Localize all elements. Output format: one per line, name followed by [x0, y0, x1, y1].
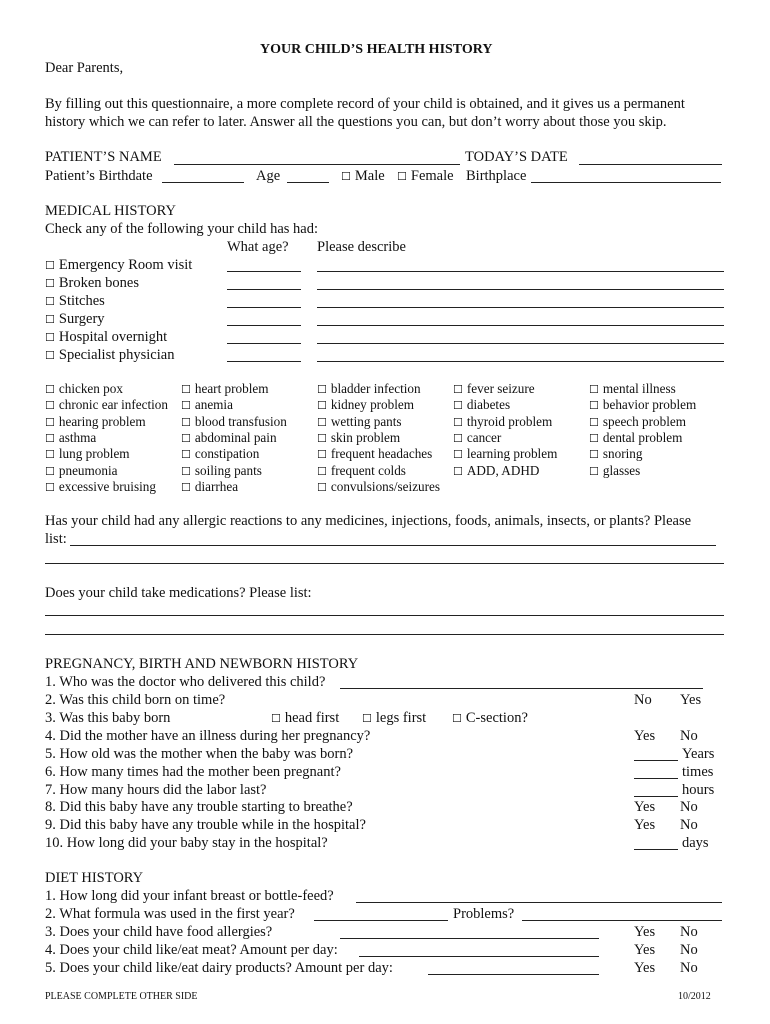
- checkbox[interactable]: ☐: [589, 431, 599, 445]
- footer-note: PLEASE COMPLETE OTHER SIDE: [45, 991, 198, 1002]
- condition-item[interactable]: [589, 447, 642, 460]
- checkbox[interactable]: ☐: [45, 295, 55, 308]
- pregnancy-q6: 6. How many times had the mother been pregnant?: [45, 764, 341, 780]
- checkbox[interactable]: ☐: [317, 399, 327, 413]
- condition-label: blood transfusion: [194, 413, 287, 429]
- condition-item[interactable]: [45, 398, 168, 411]
- birthdate-field[interactable]: [162, 182, 244, 183]
- head-first-option[interactable]: ☐ head first: [271, 710, 340, 726]
- medications-question: Does your child take medications? Please list:: [45, 585, 312, 601]
- condition-label: chicken pox: [58, 381, 123, 396]
- condition-label: hearing problem: [58, 413, 146, 429]
- checkbox[interactable]: ☐: [45, 480, 55, 494]
- feeding-duration-field[interactable]: [356, 902, 722, 903]
- labor-hours-field[interactable]: [634, 796, 678, 797]
- describe-field[interactable]: [317, 361, 724, 362]
- condition-item[interactable]: [317, 447, 432, 460]
- checkbox[interactable]: ☐: [181, 399, 191, 413]
- allergy-question: Has your child had any allergic reactions to any medicines, injections, foods, animals, insects, or plants? Please: [45, 513, 692, 529]
- q9-no-option[interactable]: No: [680, 817, 698, 833]
- q8-no-option[interactable]: No: [680, 799, 698, 815]
- birthplace-field[interactable]: [531, 182, 721, 183]
- todays-date-label: TODAY’S DATE: [465, 149, 568, 165]
- pregnancy-q8: 8. Did this baby have any trouble starting to breathe?: [45, 799, 353, 815]
- dairy-amount-field[interactable]: [428, 974, 599, 975]
- condition-item[interactable]: [589, 398, 696, 411]
- condition-label: diabetes: [466, 397, 511, 413]
- age-field[interactable]: [287, 182, 329, 183]
- condition-item[interactable]: [45, 382, 123, 395]
- condition-item[interactable]: [45, 464, 117, 477]
- patient-name-field[interactable]: [174, 164, 460, 165]
- condition-label: pneumonia: [58, 462, 118, 478]
- condition-label: kidney problem: [330, 397, 415, 413]
- pregnancy-q7: 7. How many hours did the labor last?: [45, 782, 267, 798]
- describe-field[interactable]: [317, 271, 724, 272]
- q3-yes-option[interactable]: Yes: [634, 924, 656, 940]
- condition-item[interactable]: [453, 415, 552, 428]
- medical-item[interactable]: ☐ Emergency Room visit: [45, 257, 193, 273]
- checkbox[interactable]: ☐: [453, 464, 463, 478]
- checkbox[interactable]: ☐: [452, 712, 462, 725]
- checkbox[interactable]: ☐: [317, 415, 327, 429]
- condition-label: soiling pants: [194, 462, 262, 478]
- todays-date-field[interactable]: [579, 164, 722, 165]
- q4-no-option[interactable]: No: [680, 728, 698, 744]
- checkbox[interactable]: ☐: [589, 399, 599, 413]
- medical-history-heading: MEDICAL HISTORY: [45, 203, 176, 219]
- checkbox[interactable]: ☐: [181, 480, 191, 494]
- condition-label: chronic ear infection: [58, 397, 168, 413]
- footer-date: 10/2012: [678, 991, 711, 1002]
- age-field[interactable]: [227, 307, 301, 308]
- checkbox[interactable]: ☐: [181, 464, 191, 478]
- pregnancy-q1: 1. Who was the doctor who delivered this child?: [45, 674, 326, 690]
- medical-item[interactable]: ☐ Hospital overnight: [45, 329, 168, 345]
- condition-label: thyroid problem: [466, 413, 553, 429]
- greeting: Dear Parents,: [45, 60, 124, 76]
- checkbox[interactable]: ☐: [45, 259, 55, 272]
- checkbox[interactable]: ☐: [317, 383, 327, 396]
- diet-q1: 1. How long did your infant breast or bottle-feed?: [45, 888, 334, 904]
- condition-item[interactable]: [589, 464, 640, 477]
- allergy-list-label: list:: [45, 531, 67, 547]
- checkbox[interactable]: ☐: [45, 383, 55, 396]
- checkbox[interactable]: ☐: [453, 431, 463, 445]
- condition-item[interactable]: [181, 415, 287, 428]
- q5-yes-option[interactable]: Yes: [634, 960, 656, 976]
- age-field[interactable]: [227, 361, 301, 362]
- checkbox[interactable]: ☐: [453, 383, 463, 396]
- diet-q3: 3. Does your child have food allergies?: [45, 924, 273, 940]
- medical-item[interactable]: ☐ Broken bones: [45, 275, 140, 291]
- checkbox[interactable]: ☐: [45, 277, 55, 290]
- condition-item[interactable]: [45, 480, 156, 493]
- q3-no-option[interactable]: No: [680, 924, 698, 940]
- checkbox[interactable]: ☐: [453, 415, 463, 429]
- times-unit: times: [682, 764, 714, 780]
- checkbox[interactable]: ☐: [45, 313, 55, 326]
- condition-label: mental illness: [602, 381, 676, 396]
- checkbox[interactable]: ☐: [317, 431, 327, 445]
- meat-amount-field[interactable]: [359, 956, 599, 957]
- checkbox[interactable]: ☐: [589, 415, 599, 429]
- condition-label: lung problem: [58, 446, 130, 462]
- checkbox[interactable]: ☐: [45, 331, 55, 344]
- condition-item[interactable]: [181, 447, 259, 460]
- condition-item[interactable]: [317, 480, 440, 493]
- pregnancies-field[interactable]: [634, 778, 678, 779]
- condition-label: ADD, ADHD: [466, 462, 540, 478]
- food-allergies-field[interactable]: [340, 938, 599, 939]
- medications-field-2[interactable]: [45, 634, 724, 635]
- diet-q2: 2. What formula was used in the first year?: [45, 906, 295, 922]
- checkbox[interactable]: ☐: [453, 399, 463, 413]
- condition-item[interactable]: [453, 382, 535, 395]
- condition-item[interactable]: [181, 431, 277, 444]
- diet-q4: 4. Does your child like/eat meat? Amount per day:: [45, 942, 338, 958]
- checkbox[interactable]: ☐: [317, 464, 327, 478]
- q5-no-option[interactable]: No: [680, 960, 698, 976]
- condition-item[interactable]: [589, 431, 682, 444]
- pregnancy-q5: 5. How old was the mother when the baby was born?: [45, 746, 354, 762]
- allergy-list-field[interactable]: [70, 545, 716, 546]
- condition-item[interactable]: [45, 415, 146, 428]
- condition-label: diarrhea: [194, 478, 239, 494]
- checkbox[interactable]: ☐: [181, 448, 191, 462]
- pregnancy-q4: 4. Did the mother have an illness during her pregnancy?: [45, 728, 371, 744]
- medical-history-instruction: Check any of the following your child has had:: [45, 221, 319, 237]
- female-checkbox[interactable]: ☐: [397, 170, 407, 183]
- condition-item[interactable]: [317, 398, 414, 411]
- age-field[interactable]: [227, 271, 301, 272]
- condition-item[interactable]: [181, 382, 268, 395]
- checkbox[interactable]: ☐: [453, 448, 463, 462]
- checkbox[interactable]: ☐: [589, 464, 599, 478]
- condition-label: abdominal pain: [194, 429, 277, 445]
- medical-item[interactable]: ☐ Specialist physician: [45, 347, 175, 363]
- page-title: YOUR CHILD’S HEALTH HISTORY: [260, 42, 493, 57]
- q2-no-option[interactable]: No: [634, 692, 652, 708]
- diet-q5: 5. Does your child like/eat dairy products? Amount per day:: [45, 960, 393, 976]
- checkbox[interactable]: ☐: [45, 399, 55, 413]
- checkbox[interactable]: ☐: [45, 349, 55, 362]
- condition-label: dental problem: [602, 429, 683, 445]
- condition-item[interactable]: [589, 415, 686, 428]
- allergy-list-field-2[interactable]: [45, 563, 724, 564]
- describe-field[interactable]: [317, 289, 724, 290]
- checkbox[interactable]: ☐: [362, 712, 372, 725]
- condition-label: excessive bruising: [58, 478, 156, 494]
- q4-yes-option[interactable]: Yes: [634, 728, 656, 744]
- condition-item[interactable]: [317, 464, 406, 477]
- days-unit: days: [682, 835, 709, 851]
- condition-label: skin problem: [330, 429, 401, 445]
- checkbox[interactable]: ☐: [181, 415, 191, 429]
- condition-label: fever seizure: [466, 381, 535, 396]
- condition-item[interactable]: [181, 464, 262, 477]
- condition-label: bladder infection: [330, 381, 421, 396]
- condition-label: wetting pants: [330, 413, 402, 429]
- condition-label: anemia: [194, 397, 233, 413]
- checkbox[interactable]: ☐: [317, 480, 327, 494]
- male-checkbox[interactable]: ☐: [341, 170, 351, 183]
- condition-label: glasses: [602, 462, 641, 478]
- patient-name-label: PATIENT’S NAME: [45, 149, 162, 165]
- diet-heading: DIET HISTORY: [45, 870, 144, 886]
- condition-item[interactable]: [453, 398, 510, 411]
- condition-item[interactable]: [317, 382, 421, 395]
- years-unit: Years: [682, 746, 715, 762]
- pregnancy-q10: 10. How long did your baby stay in the hospital?: [45, 835, 328, 851]
- q9-yes-option[interactable]: Yes: [634, 817, 656, 833]
- please-describe-header: Please describe: [317, 239, 406, 255]
- checkbox[interactable]: ☐: [45, 431, 55, 445]
- age-field[interactable]: [227, 289, 301, 290]
- pregnancy-q3: 3. Was this baby born: [45, 710, 171, 726]
- condition-item[interactable]: [45, 431, 96, 444]
- pregnancy-q9: 9. Did this baby have any trouble while in the hospital?: [45, 817, 366, 833]
- pregnancy-q2: 2. Was this child born on time?: [45, 692, 226, 708]
- hospital-days-field[interactable]: [634, 849, 678, 850]
- birthplace-label: Birthplace: [466, 168, 527, 184]
- checkbox[interactable]: ☐: [181, 383, 191, 396]
- condition-label: heart problem: [194, 381, 269, 396]
- male-option[interactable]: ☐ Male: [341, 168, 385, 184]
- legs-first-option[interactable]: ☐ legs first: [362, 710, 427, 726]
- checkbox[interactable]: ☐: [45, 415, 55, 429]
- formula-problems-field[interactable]: [522, 920, 722, 921]
- intro-line-1: By filling out this questionnaire, a more complete record of your child is obtained, and it gives us a permanent: [45, 96, 685, 112]
- describe-field[interactable]: [317, 343, 724, 344]
- pregnancy-heading: PREGNANCY, BIRTH AND NEWBORN HISTORY: [45, 656, 359, 672]
- condition-label: snoring: [602, 446, 643, 462]
- describe-field[interactable]: [317, 325, 724, 326]
- mother-age-field[interactable]: [634, 760, 678, 761]
- condition-item[interactable]: [453, 431, 501, 444]
- condition-label: speech problem: [602, 413, 686, 429]
- condition-label: cancer: [466, 429, 502, 445]
- condition-item[interactable]: [181, 398, 233, 411]
- describe-field[interactable]: [317, 307, 724, 308]
- checkbox[interactable]: ☐: [45, 464, 55, 478]
- age-label: Age: [256, 168, 281, 184]
- checkbox[interactable]: ☐: [45, 448, 55, 462]
- problems-label: Problems?: [453, 906, 515, 922]
- condition-label: frequent colds: [330, 462, 406, 478]
- q8-yes-option[interactable]: Yes: [634, 799, 656, 815]
- condition-item[interactable]: [317, 415, 402, 428]
- condition-label: frequent headaches: [330, 446, 433, 462]
- what-age-header: What age?: [227, 239, 289, 255]
- condition-item[interactable]: [589, 382, 676, 395]
- condition-item[interactable]: [317, 431, 400, 444]
- birthdate-label: Patient’s Birthdate: [45, 168, 153, 184]
- checkbox[interactable]: ☐: [589, 448, 599, 462]
- condition-item[interactable]: [453, 464, 539, 477]
- checkbox[interactable]: ☐: [271, 712, 281, 725]
- condition-label: asthma: [58, 429, 97, 445]
- medications-field-1[interactable]: [45, 615, 724, 616]
- condition-label: behavior problem: [602, 397, 697, 413]
- q2-yes-option[interactable]: Yes: [680, 692, 702, 708]
- doctor-field[interactable]: [340, 688, 703, 689]
- checkbox[interactable]: ☐: [181, 431, 191, 445]
- hours-unit: hours: [682, 782, 715, 798]
- condition-item[interactable]: [45, 447, 130, 460]
- medical-item[interactable]: ☐ Stitches: [45, 293, 105, 309]
- q4-no-option[interactable]: No: [680, 942, 698, 958]
- condition-item[interactable]: [453, 447, 557, 460]
- q4-yes-option[interactable]: Yes: [634, 942, 656, 958]
- female-option[interactable]: ☐ Female: [397, 168, 454, 184]
- age-field[interactable]: [227, 343, 301, 344]
- formula-field[interactable]: [314, 920, 448, 921]
- intro-line-2: history which we can refer to later. Answer all the questions you can, but don’t worry about those you skip.: [45, 114, 667, 130]
- checkbox[interactable]: ☐: [589, 383, 599, 396]
- age-field[interactable]: [227, 325, 301, 326]
- condition-item[interactable]: [181, 480, 238, 493]
- c-section-option[interactable]: ☐ C-section?: [452, 710, 528, 726]
- condition-label: constipation: [194, 446, 260, 462]
- condition-label: learning problem: [466, 446, 558, 462]
- medical-item[interactable]: ☐ Surgery: [45, 311, 105, 327]
- checkbox[interactable]: ☐: [317, 448, 327, 462]
- condition-label: convulsions/seizures: [330, 478, 441, 494]
